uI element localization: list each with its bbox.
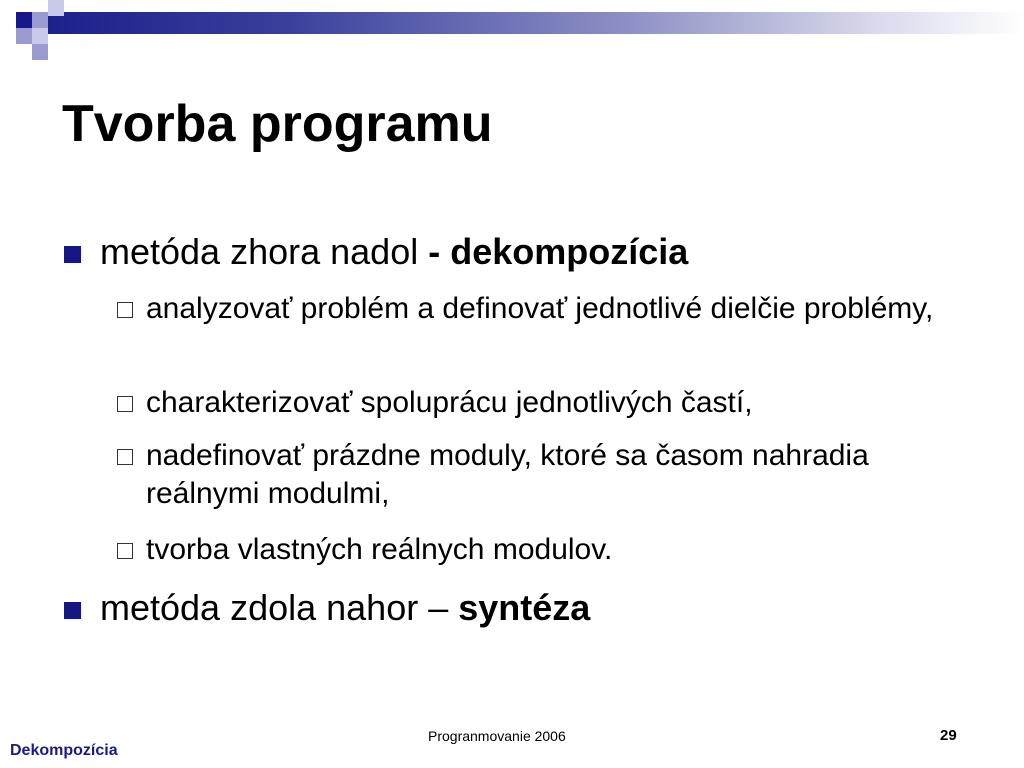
page-number: 29 xyxy=(940,727,957,744)
deco-square xyxy=(16,12,32,28)
bullet-text: metóda zdola nahor – xyxy=(100,587,459,628)
deco-square xyxy=(32,44,48,60)
sub-bullet-item: tvorba vlastných reálnych modulov. xyxy=(146,533,613,566)
deco-square xyxy=(32,12,48,28)
header-gradient-bar xyxy=(40,12,1024,34)
sub-bullet-item: charakterizovať spoluprácu jednotlivých častí, xyxy=(146,386,753,419)
deco-square xyxy=(32,28,48,44)
hollow-square-bullet-icon xyxy=(117,396,133,412)
hollow-square-bullet-icon xyxy=(117,543,133,559)
deco-square xyxy=(16,28,32,44)
bullet-item xyxy=(100,586,590,629)
footer-title: Progranmovanie 2006 xyxy=(428,728,566,744)
deco-square xyxy=(48,0,64,16)
sub-bullet-item: analyzovať problém a definovať jednotlivé dielčie problémy, xyxy=(146,292,934,325)
square-bullet-icon xyxy=(64,246,81,263)
hollow-square-bullet-icon xyxy=(117,449,133,465)
bullet-item xyxy=(100,230,688,273)
section-label: Dekompozícia xyxy=(10,742,118,759)
bullet-bold-text: syntéza xyxy=(458,587,591,628)
sub-bullet-item: nadefinovať prázdne moduly, ktoré sa časom nahradia reálnymi modulmi, xyxy=(146,439,869,511)
hollow-square-bullet-icon xyxy=(117,302,133,318)
bullet-text: metóda zhora nadol xyxy=(100,231,429,272)
slide-title: Tvorba programu xyxy=(62,95,493,153)
bullet-bold-text: - dekompozícia xyxy=(428,231,689,272)
square-bullet-icon xyxy=(64,602,81,619)
